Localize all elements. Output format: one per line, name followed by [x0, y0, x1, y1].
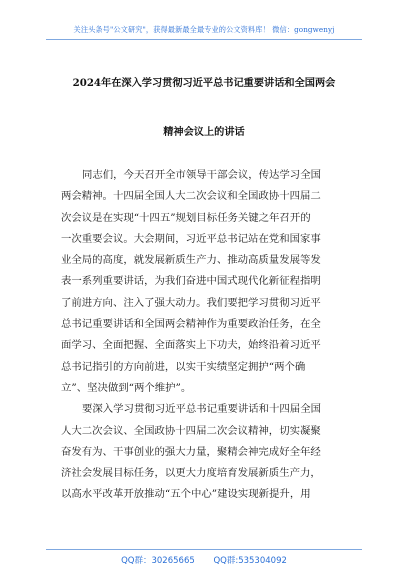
- paragraph-line: 业全局的高度，就发展新质生产力、推动高质量发展等发: [61, 254, 321, 267]
- header-promo-note: 关注头条号"公文研究"，获得最新最全最专业的公文资料库！ 微信：gongwenyj: [73, 25, 335, 34]
- paragraph-line: 奋发有为、干事创业的强大力量，聚精会神完成好全年经: [61, 445, 321, 458]
- paragraph-line: 表一系列重要讲话，为我们奋进中国式现代化新征程指明: [61, 275, 321, 288]
- paragraph-line: 同志们，今天召开全市领导干部会议，传达学习全国: [82, 169, 321, 181]
- paragraph-line: 总书记指引的方向前进，以实干实绩坚定拥护“两个确: [61, 360, 306, 373]
- paragraph-line: 人大二次会议、全国政协十四届二次会议精神，切实凝聚: [61, 424, 321, 437]
- document-title-line-2: 精神会议上的讲话: [163, 126, 245, 138]
- paragraph-line: 立”、坚决做到“两个维护”。: [61, 381, 192, 394]
- paragraph-line: 了前进方向、注入了强大动力。我们要把学习贯彻习近平: [61, 296, 321, 309]
- footer-qq-group-2: QQ群:535304092: [213, 556, 287, 566]
- paragraph-line: 面学习、全面把握、全面落实上下功夫，始终沿着习近平: [61, 339, 321, 352]
- footer-qq-group-1: QQ群：30265665: [121, 556, 195, 566]
- paragraph-line: 以高水平改革开放推动“五个中心”建设实现新提升，用: [61, 488, 311, 501]
- document-body: [61, 165, 351, 506]
- footer: [0, 554, 408, 566]
- paragraph-line: 济社会发展目标任务，以更大力度培育发展新质生产力，: [61, 467, 321, 480]
- paragraph-line: 次会议是在实现“十四五”规划目标任务关键之年召开的: [61, 211, 311, 224]
- paragraph-line: 总书记重要讲话和全国两会精神作为重要政治任务，在全: [61, 318, 321, 331]
- paragraph-line: 两会精神。十四届全国人大二次会议和全国政协十四届二: [61, 190, 321, 203]
- paragraph-line: 一次重要会议。大会期间，习近平总书记站在党和国家事: [61, 232, 321, 245]
- document-title-line-1: 2024年在深入学习贯彻习近平总书记重要讲话和全国两会: [72, 77, 336, 89]
- header-divider: [46, 39, 362, 40]
- paragraph-line: 要深入学习贯彻习近平总书记重要讲话和十四届全国: [82, 403, 321, 416]
- footer-divider: [46, 549, 362, 550]
